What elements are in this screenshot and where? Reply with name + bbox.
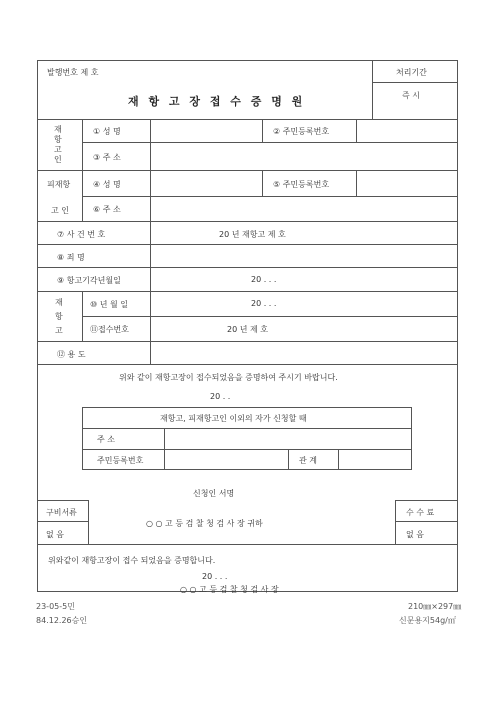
third-party-address-label: 주 소 bbox=[97, 435, 115, 444]
appellant-section-label-1: 재 bbox=[54, 125, 62, 134]
divider bbox=[395, 500, 458, 501]
respondent-section-label-top: 피재항 bbox=[47, 180, 71, 189]
required-docs-label: 구비서류 bbox=[46, 508, 77, 517]
appellant-address-label: ③ 주 소 bbox=[93, 153, 121, 162]
appellant-name-field[interactable] bbox=[151, 120, 261, 141]
charge-label: ⑧ 죄 명 bbox=[57, 253, 85, 262]
divider bbox=[395, 500, 396, 544]
divider bbox=[82, 119, 83, 221]
form-code: 23-05-5민 bbox=[36, 602, 75, 611]
divider bbox=[37, 221, 458, 222]
reappeal-date-value[interactable]: 20 . . . bbox=[251, 299, 277, 308]
divider bbox=[37, 521, 88, 522]
issue-number: 발행번호 제 호 bbox=[47, 68, 99, 77]
paper-size: 210㎜×297㎜ bbox=[408, 602, 462, 611]
purpose-label: ⑫ 용 도 bbox=[57, 350, 86, 359]
divider bbox=[372, 82, 458, 83]
relation-label: 관 계 bbox=[299, 456, 317, 465]
divider bbox=[372, 60, 373, 119]
processing-period-value: 즉 시 bbox=[402, 91, 420, 100]
certification-issuer: ○ ○ 고 등 검 찰 청 검 사 장 bbox=[180, 585, 279, 594]
third-party-rrn-field[interactable] bbox=[165, 450, 287, 469]
appellant-rrn-field[interactable] bbox=[357, 120, 457, 141]
divider bbox=[37, 544, 458, 545]
addressee: ○ ○ 고 등 검 찰 청 검 사 장 귀하 bbox=[146, 519, 263, 528]
appellant-name-label: ① 성 명 bbox=[93, 127, 121, 136]
divider bbox=[262, 119, 263, 142]
third-party-address-field[interactable] bbox=[165, 429, 411, 448]
divider bbox=[37, 500, 88, 501]
case-number-value[interactable]: 20 년 재항고 제 호 bbox=[219, 230, 286, 239]
approval-date: 84.12.26승인 bbox=[36, 616, 88, 625]
certification-date[interactable]: 20 . . . bbox=[202, 572, 228, 581]
respondent-rrn-field[interactable] bbox=[357, 171, 457, 195]
reappeal-section-label-3: 고 bbox=[55, 326, 63, 335]
respondent-name-field[interactable] bbox=[151, 171, 261, 195]
divider bbox=[82, 316, 458, 317]
case-number-label: ⑦ 사 건 번 호 bbox=[57, 230, 106, 239]
receipt-number-value[interactable]: 20 년 제 호 bbox=[227, 325, 268, 334]
reappeal-section-label-1: 재 bbox=[55, 298, 63, 307]
third-party-rrn-label: 주민등록번호 bbox=[97, 456, 144, 465]
appellant-section-label-3: 고 bbox=[54, 145, 62, 154]
divider bbox=[395, 521, 458, 522]
appellant-address-field[interactable] bbox=[151, 143, 457, 169]
third-party-title: 재항고, 피재항고인 이외의 자가 신청할 때 bbox=[160, 414, 307, 423]
reappeal-section-label-2: 항 bbox=[55, 312, 63, 321]
reappeal-date-label: ⑩ 년 월 일 bbox=[90, 300, 128, 309]
divider bbox=[37, 291, 458, 292]
appellant-section-label-4: 인 bbox=[54, 155, 62, 164]
dismissal-date-label: ⑨ 항고기각년월일 bbox=[57, 276, 121, 285]
appellant-rrn-label: ② 주민등록번호 bbox=[273, 127, 330, 136]
charge-field[interactable] bbox=[151, 245, 457, 266]
processing-period-label: 처리기간 bbox=[396, 68, 427, 77]
divider bbox=[288, 449, 289, 470]
divider bbox=[37, 267, 458, 268]
certification-statement: 위와같이 재항고장이 접수 되었음을 증명합니다. bbox=[48, 556, 216, 565]
appellant-section-label-2: 항 bbox=[54, 135, 62, 144]
dismissal-date-value[interactable]: 20 . . . bbox=[251, 275, 277, 284]
divider bbox=[88, 500, 89, 544]
fee-value: 없 음 bbox=[406, 530, 424, 539]
request-date[interactable]: 20 . . bbox=[210, 392, 231, 401]
relation-field[interactable] bbox=[339, 450, 411, 469]
divider bbox=[82, 291, 83, 341]
respondent-address-field[interactable] bbox=[151, 197, 457, 220]
divider bbox=[262, 170, 263, 196]
request-statement: 위와 같이 재항고장이 접수되었음을 증명하여 주시기 바랍니다. bbox=[119, 373, 338, 382]
applicant-signature-line[interactable]: 신청인 서명 bbox=[193, 489, 235, 498]
paper-type: 신문용지54g/㎡ bbox=[399, 616, 456, 625]
respondent-rrn-label: ⑤ 주민등록번호 bbox=[273, 180, 330, 189]
respondent-address-label: ⑥ 주 소 bbox=[93, 205, 121, 214]
divider bbox=[37, 364, 458, 365]
receipt-number-label: ⑪접수번호 bbox=[90, 325, 129, 334]
required-docs-value: 없 음 bbox=[46, 530, 64, 539]
respondent-name-label: ④ 성 명 bbox=[93, 180, 121, 189]
respondent-section-label-bottom: 고 인 bbox=[51, 206, 69, 215]
form-title: 재 항 고 장 접 수 증 명 원 bbox=[128, 95, 306, 108]
purpose-field[interactable] bbox=[151, 342, 457, 363]
fee-label: 수 수 료 bbox=[406, 508, 435, 517]
